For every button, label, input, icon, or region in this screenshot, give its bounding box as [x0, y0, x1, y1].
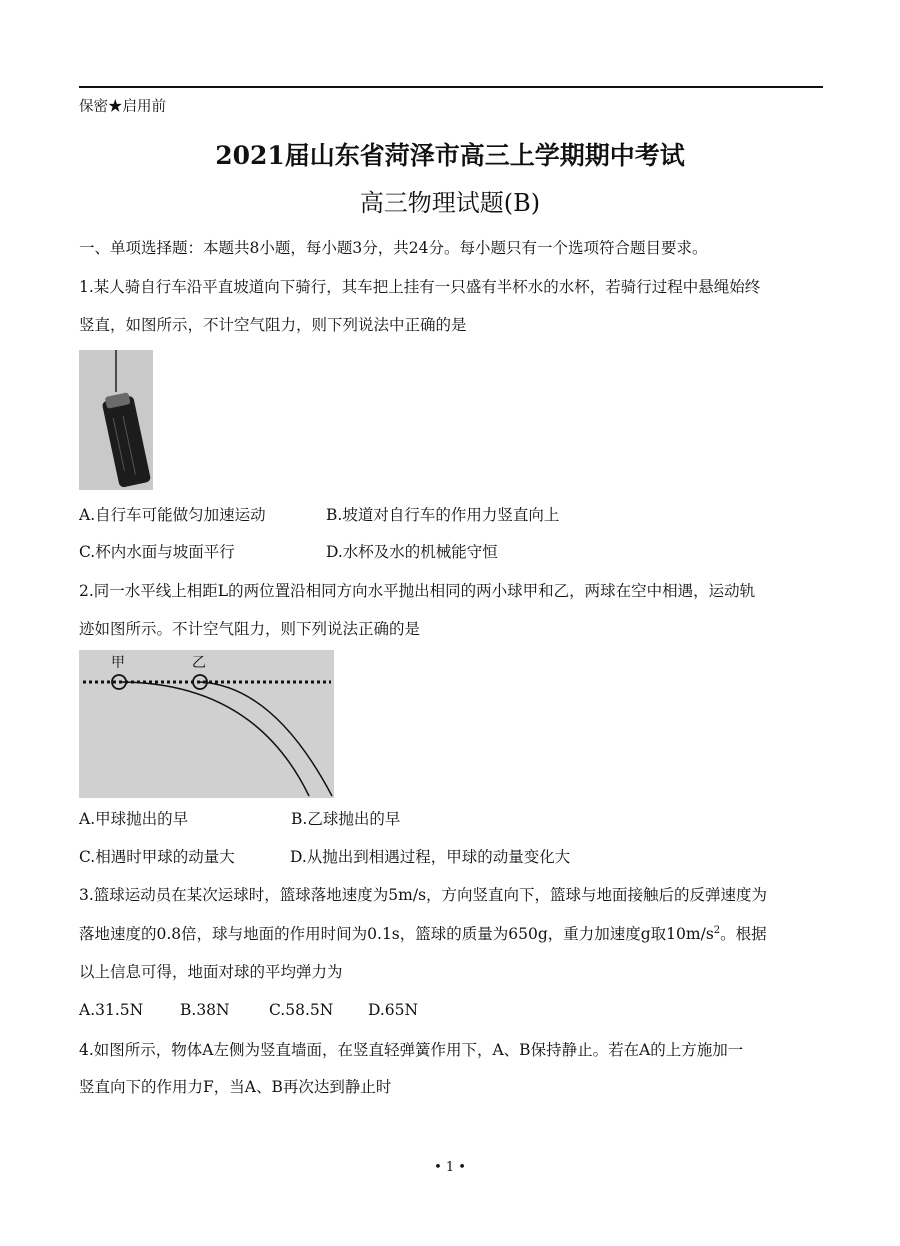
q3-option-a: A.31.5N [79, 1001, 144, 1019]
q3-option-d: D.65N [368, 1001, 419, 1019]
q1-figure [79, 350, 153, 490]
header-rule [79, 86, 823, 88]
label-jia: 甲 [111, 655, 125, 671]
q2-option-c: C.相遇时甲球的动量大 [79, 848, 235, 866]
q3-option-c: C.58.5N [269, 1001, 334, 1019]
q3-exponent: 2 [713, 924, 721, 936]
q2-line1: 2.同一水平线上相距L的两位置沿相同方向水平抛出相同的两小球甲和乙，两球在空中相遇，运动轨 [79, 582, 756, 600]
q1-option-c: C.杯内水面与坡面平行 [79, 543, 235, 561]
exam-subtitle: 高三物理试题(B) [359, 189, 541, 217]
confidential-label: 保密★启用前 [79, 99, 166, 115]
q3-line3: 以上信息可得，地面对球的平均弹力为 [79, 963, 343, 981]
section-heading: 一、单项选择题：本题共8小题，每小题3分，共24分。每小题只有一个选项符合题目要求。 [79, 239, 708, 257]
q1-option-a: A.自行车可能做匀加速运动 [79, 506, 266, 524]
q3-line2-text: 落地速度的0.8倍，球与地面的作用时间为0.1s，篮球的质量为650g，重力加速度g取10m/s [79, 925, 714, 943]
q4-line1: 4.如图所示，物体A左侧为竖直墙面，在竖直轻弹簧作用下，A、B保持静止。若在A的上方施加一 [79, 1041, 744, 1059]
q2-option-b: B.乙球抛出的早 [291, 810, 401, 828]
q1-option-b: B.坡道对自行车的作用力竖直向上 [326, 506, 560, 524]
q1-line1: 1.某人骑自行车沿平直坡道向下骑行，其车把上挂有一只盛有半杯水的水杯，若骑行过程中悬绳始终 [79, 278, 761, 296]
q2-trajectory-figure [79, 650, 334, 798]
page-number: • 1 • [434, 1160, 466, 1175]
q3-line1: 3.篮球运动员在某次运球时，篮球落地速度为5m/s，方向竖直向下，篮球与地面接触后的反弹速度为 [79, 886, 768, 904]
q4-line2: 竖直向下的作用力F，当A、B再次达到静止时 [79, 1078, 392, 1096]
q1-line2: 竖直，如图所示，不计空气阻力，则下列说法中正确的是 [79, 316, 467, 334]
q3-option-b: B.38N [180, 1001, 230, 1019]
q2-line2: 迹如图所示。不计空气阻力，则下列说法正确的是 [79, 620, 421, 638]
q3-line2-tail: 。根据 [720, 925, 767, 943]
q2-option-a: A.甲球抛出的早 [79, 810, 189, 828]
q2-option-d: D.从抛出到相遇过程，甲球的动量变化大 [290, 848, 571, 866]
q1-option-d: D.水杯及水的机械能守恒 [326, 543, 498, 561]
label-yi: 乙 [192, 655, 206, 671]
exam-title: 2021届山东省菏泽市高三上学期期中考试 [215, 141, 685, 170]
q3-line2 [79, 924, 767, 944]
